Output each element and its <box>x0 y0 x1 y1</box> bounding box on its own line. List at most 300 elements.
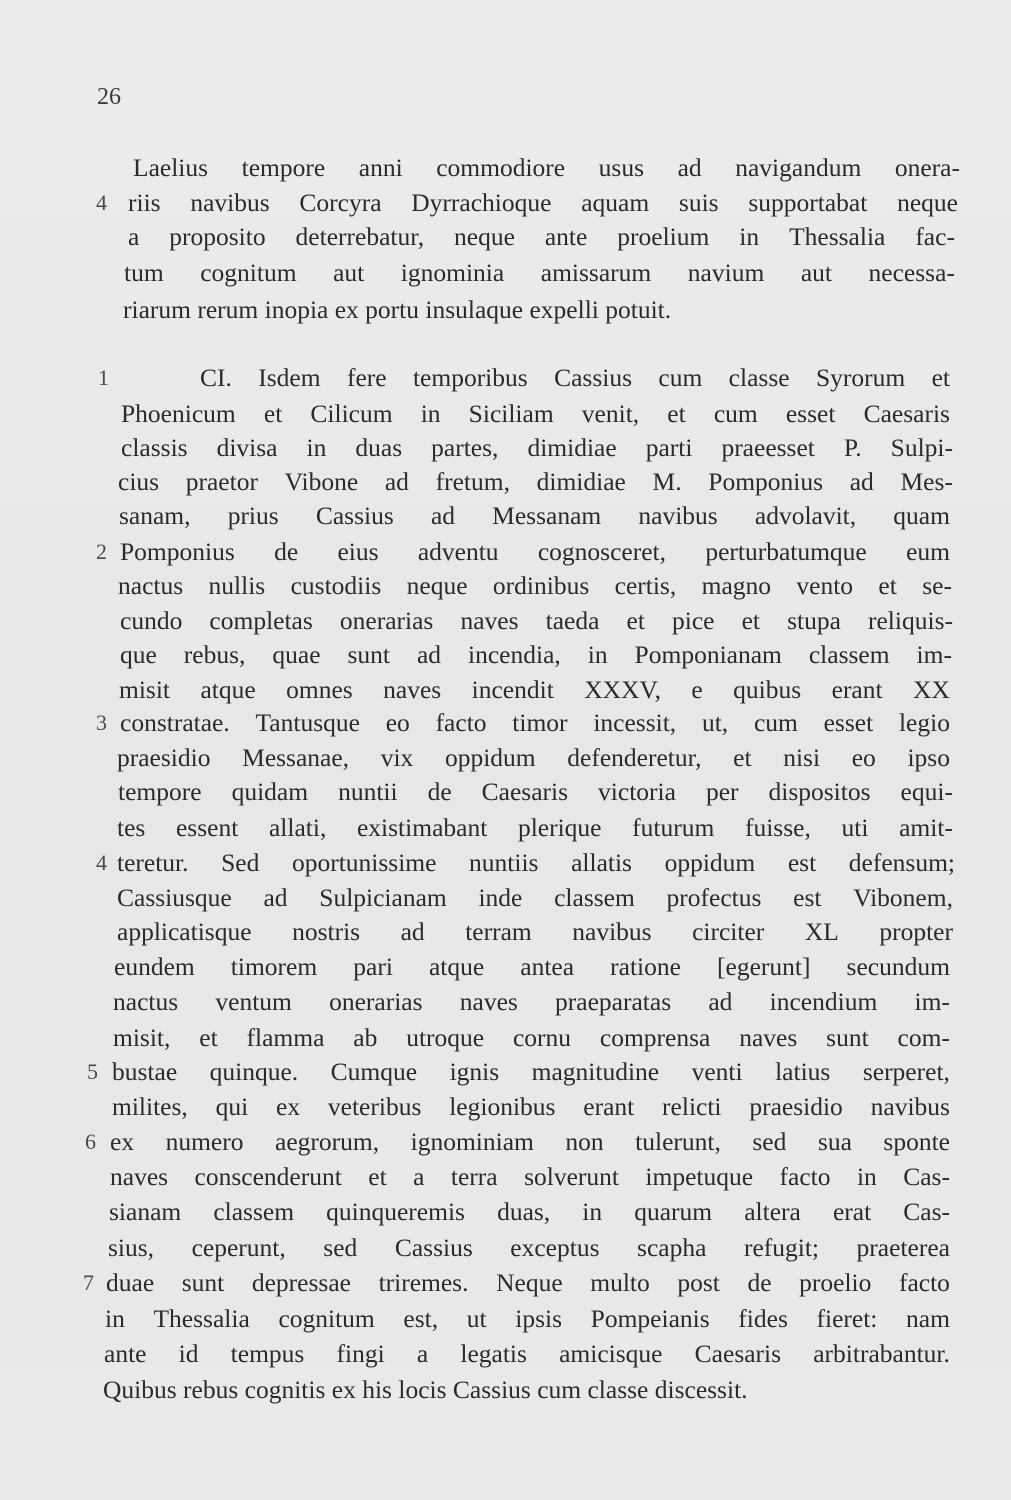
text-line <box>0 568 1011 604</box>
word: aquam <box>581 188 650 217</box>
word: erant <box>583 1092 635 1121</box>
word: cundo <box>120 606 183 635</box>
word: Corcyra <box>299 188 382 217</box>
word: legionibus <box>449 1092 556 1121</box>
word: naves <box>383 675 442 704</box>
word: quibus <box>733 675 802 704</box>
word: Thessalia <box>789 222 886 251</box>
word: ceperunt, <box>191 1233 286 1262</box>
text-line <box>0 810 1011 846</box>
text-line <box>0 672 1011 708</box>
word: fere <box>346 363 387 392</box>
word: Sulpi- <box>890 433 953 462</box>
word: legatis <box>460 1339 527 1368</box>
text-line <box>0 1054 1011 1090</box>
word: Sed <box>221 848 260 877</box>
text-line <box>0 498 1011 534</box>
word: fuisse, <box>744 813 811 842</box>
word: tum <box>124 258 164 287</box>
word: custodiis <box>290 571 382 600</box>
word: nactus <box>118 571 184 600</box>
word: esset <box>823 708 874 737</box>
word: Messanae, <box>242 743 350 772</box>
word: quarum <box>634 1197 713 1226</box>
word: a <box>416 1339 429 1368</box>
word: cognosceret, <box>537 537 667 566</box>
text-line <box>0 845 1011 881</box>
word: nuntiis <box>469 848 539 877</box>
word: tempore <box>118 777 202 806</box>
word: ab <box>353 1023 378 1052</box>
word: terram <box>465 917 532 946</box>
word: praesidio <box>749 1092 843 1121</box>
section-number: 4 <box>96 190 107 215</box>
text-line <box>0 255 1011 291</box>
text-line <box>0 984 1011 1020</box>
word: sius, <box>108 1233 155 1262</box>
word: Messanam <box>492 501 602 530</box>
word: CI. <box>200 363 232 392</box>
word: ipsis <box>515 1304 563 1333</box>
word: Tantusque <box>255 708 360 737</box>
word: nactus <box>113 987 179 1016</box>
word: et <box>263 399 283 428</box>
word: onera- <box>894 153 960 182</box>
word: latius <box>775 1057 831 1086</box>
text-line <box>0 1372 1011 1408</box>
word: dispositos <box>768 777 871 806</box>
word: se- <box>922 571 952 600</box>
word: ad <box>849 467 874 496</box>
word: commodiore <box>436 153 566 182</box>
line-text <box>117 740 950 776</box>
word: in <box>420 399 441 428</box>
word: ad <box>708 987 733 1016</box>
text-line <box>0 1301 1011 1337</box>
word: ratione <box>610 952 681 981</box>
word: solverunt <box>524 1162 619 1191</box>
word: naves <box>110 1162 169 1191</box>
word: onerarias <box>339 606 434 635</box>
word: parti <box>645 433 693 462</box>
word: Dyrrachioque <box>411 188 552 217</box>
line-text <box>106 1265 950 1301</box>
line-text <box>120 637 952 673</box>
word: navigandum <box>735 153 862 182</box>
word: ante <box>104 1339 147 1368</box>
word: stupa <box>787 606 841 635</box>
word: atque <box>428 952 485 981</box>
section-number: 3 <box>96 710 107 735</box>
word: incendium <box>769 987 878 1016</box>
word: naves <box>739 1023 798 1052</box>
line-text <box>128 185 958 221</box>
word: existimabant <box>356 813 488 842</box>
word: ad <box>677 153 702 182</box>
word: fac- <box>915 222 955 251</box>
word: nam <box>906 1304 950 1333</box>
word: Pomponius <box>120 537 235 566</box>
text-line <box>0 1265 1011 1301</box>
word: et <box>878 571 897 600</box>
word: aut <box>800 258 832 287</box>
word: riis <box>128 188 161 217</box>
word: reliquis- <box>868 606 953 635</box>
word: per <box>705 777 739 806</box>
word: sanam, <box>119 501 191 530</box>
word: inde <box>478 883 523 912</box>
word: erat <box>832 1197 872 1226</box>
word: classem <box>213 1197 295 1226</box>
word: est <box>793 883 822 912</box>
page-number: 26 <box>97 84 121 110</box>
word: amit- <box>899 813 953 842</box>
text-line <box>0 534 1011 570</box>
word: sponte <box>883 1127 950 1156</box>
text-line <box>0 464 1011 500</box>
text-line <box>0 1230 1011 1266</box>
word: Thessalia <box>153 1304 250 1333</box>
word: perturbatumque <box>705 537 867 566</box>
line-text <box>120 705 950 741</box>
word: et <box>733 743 752 772</box>
text-line <box>0 150 1011 186</box>
word: XXXV, <box>584 675 661 704</box>
word: veteribus <box>327 1092 422 1121</box>
word: naves <box>460 606 519 635</box>
line-text <box>117 845 955 881</box>
word: terra <box>450 1162 498 1191</box>
word: et <box>741 606 760 635</box>
word: non <box>565 1127 604 1156</box>
word: magnitudine <box>531 1057 660 1086</box>
word: relicti <box>662 1092 722 1121</box>
word: ad <box>263 883 288 912</box>
word: cius <box>118 467 160 496</box>
text-line <box>0 396 1011 432</box>
word: [egerunt] <box>717 952 811 981</box>
line-text <box>118 464 953 500</box>
section-number: 5 <box>87 1059 98 1084</box>
line-text <box>114 949 950 985</box>
word: prius <box>227 501 279 530</box>
word: deterrebatur, <box>295 222 425 251</box>
word: neque <box>454 222 515 251</box>
line-text <box>120 534 950 570</box>
word: equi- <box>900 777 953 806</box>
text-line <box>0 1336 1011 1372</box>
word: bustae <box>112 1057 178 1086</box>
word: duae <box>106 1268 155 1297</box>
word: P. <box>843 433 862 462</box>
word: usus <box>598 153 645 182</box>
word: futurum <box>632 813 715 842</box>
word: Pomponianam <box>634 640 782 669</box>
word: applicatisque <box>117 917 252 946</box>
word: tes <box>117 813 146 842</box>
word: in <box>306 433 327 462</box>
word: fretum, <box>435 467 510 496</box>
word: tempus <box>230 1339 305 1368</box>
word: sed <box>323 1233 358 1262</box>
word: facto <box>779 1162 831 1191</box>
word: taeda <box>545 606 600 635</box>
word: aegrorum, <box>275 1127 380 1156</box>
word: facto <box>435 708 487 737</box>
text-line <box>0 1089 1011 1125</box>
word: uti <box>841 813 869 842</box>
line-text <box>119 498 950 534</box>
word: ignis <box>449 1057 500 1086</box>
word: necessa- <box>868 258 955 287</box>
word: ad <box>384 467 409 496</box>
word: conscenderunt <box>194 1162 342 1191</box>
word: sua <box>817 1127 852 1156</box>
word: numero <box>165 1127 244 1156</box>
word: antea <box>520 952 575 981</box>
word: Cassius <box>315 501 394 530</box>
word: facto <box>898 1268 950 1297</box>
word: supportabat <box>748 188 868 217</box>
word: est <box>787 848 817 877</box>
word: triremes. <box>378 1268 469 1297</box>
line-text <box>113 1020 950 1056</box>
text-line <box>0 1159 1011 1195</box>
line-text <box>120 603 953 639</box>
word: refugit; <box>743 1233 820 1262</box>
text-line <box>0 1124 1011 1160</box>
word: Cilicum <box>310 399 393 428</box>
word: M. <box>652 467 682 496</box>
word: praeterea <box>856 1233 950 1262</box>
word: praeparatas <box>555 987 672 1016</box>
word: praetor <box>185 467 258 496</box>
word: proelio <box>799 1268 872 1297</box>
word: Cassius <box>554 363 633 392</box>
word: eo <box>385 708 410 737</box>
word: esset <box>785 399 836 428</box>
word: teretur. <box>117 848 189 877</box>
word: in <box>856 1162 877 1191</box>
word: Sulpicianam <box>319 883 447 912</box>
word: partes, <box>431 433 499 462</box>
text-line <box>0 949 1011 985</box>
section-number: 1 <box>98 365 109 390</box>
word: sianam <box>109 1197 182 1226</box>
word: Caesaris <box>863 399 950 428</box>
text-line <box>0 774 1011 810</box>
word: post <box>677 1268 720 1297</box>
word: id <box>178 1339 199 1368</box>
word: victoria <box>598 777 676 806</box>
word: qui <box>215 1092 249 1121</box>
word: pari <box>353 952 393 981</box>
word: ut, <box>701 708 729 737</box>
word: pice <box>672 606 715 635</box>
word: que <box>120 640 157 669</box>
word: e <box>691 675 703 704</box>
word: classem <box>808 640 890 669</box>
word: sunt <box>826 1023 869 1052</box>
word: duas <box>355 433 403 462</box>
word: rebus, <box>183 640 246 669</box>
word: timor <box>512 708 568 737</box>
word: timorem <box>230 952 318 981</box>
word: ipso <box>907 743 950 772</box>
text-line <box>0 219 1011 255</box>
word: Laelius <box>133 153 209 182</box>
word: dimidiae <box>527 433 617 462</box>
word: ex <box>276 1092 301 1121</box>
word: in <box>739 222 760 251</box>
word: erant <box>831 675 883 704</box>
word: oppidum <box>444 743 536 772</box>
line-text <box>118 774 953 810</box>
text-line <box>0 1020 1011 1056</box>
section-number: 2 <box>96 539 107 564</box>
word: omnes <box>286 675 353 704</box>
word: navibus <box>572 917 652 946</box>
word: quam <box>893 501 950 530</box>
word: nullis <box>208 571 266 600</box>
word: neque <box>406 571 468 600</box>
word: eo <box>851 743 876 772</box>
word: misit <box>119 675 171 704</box>
line-text <box>112 1089 950 1125</box>
word: Cassius <box>394 1233 473 1262</box>
word: quinqueremis <box>326 1197 465 1226</box>
word: cognitum <box>200 258 297 287</box>
word: propter <box>879 917 953 946</box>
word: magno <box>701 571 772 600</box>
word: cornu <box>512 1023 572 1052</box>
word: oppidum <box>664 848 756 877</box>
word: in <box>587 640 608 669</box>
word: atque <box>200 675 256 704</box>
word: ventum <box>215 987 292 1016</box>
word: classem <box>554 883 635 912</box>
word: Caesaris <box>694 1339 782 1368</box>
word: constratae. <box>120 708 230 737</box>
word: nostris <box>292 917 361 946</box>
word: a <box>128 222 140 251</box>
word: de <box>427 777 452 806</box>
text-line <box>0 292 1011 328</box>
word: cum <box>713 399 758 428</box>
word: ante <box>544 222 588 251</box>
word: navibus <box>190 188 270 217</box>
word: est, <box>403 1304 439 1333</box>
word: im- <box>914 987 950 1016</box>
word: nuntii <box>338 777 398 806</box>
word: adventu <box>417 537 499 566</box>
line-text <box>121 430 953 466</box>
word: praesidio <box>117 743 211 772</box>
word: aut <box>333 258 365 287</box>
word: de <box>274 537 299 566</box>
text-line <box>0 740 1011 776</box>
line-text <box>109 1194 950 1230</box>
word: sunt <box>181 1268 225 1297</box>
word: proelium <box>617 222 710 251</box>
word: fides <box>738 1304 788 1333</box>
word: Phoenicum <box>121 399 236 428</box>
text-line <box>0 360 1011 396</box>
word: venit, <box>581 399 640 428</box>
text-line <box>0 1194 1011 1230</box>
word: secundum <box>846 952 950 981</box>
word: Cumque <box>330 1057 418 1086</box>
word: nisi <box>783 743 821 772</box>
word: in <box>105 1304 125 1333</box>
line-text <box>118 568 952 604</box>
word: ut <box>466 1304 487 1333</box>
word: Siciliam <box>468 399 554 428</box>
word: im- <box>916 640 952 669</box>
word: classe <box>728 363 790 392</box>
word: ordinibus <box>492 571 590 600</box>
word: misit, <box>113 1023 171 1052</box>
word: duas, <box>497 1197 551 1226</box>
word: quinque. <box>209 1057 299 1086</box>
word: neque <box>897 188 958 217</box>
word: proposito <box>169 222 266 251</box>
word: navium <box>687 258 765 287</box>
word: com- <box>897 1023 950 1052</box>
word: praeesset <box>721 433 815 462</box>
word: cum <box>658 363 703 392</box>
word: incessit, <box>593 708 677 737</box>
word: naves <box>459 987 518 1016</box>
word: eundem <box>114 952 195 981</box>
word: a <box>413 1162 425 1191</box>
line-text <box>124 255 955 291</box>
word: ignominiam <box>410 1127 534 1156</box>
word: et <box>667 399 686 428</box>
word: ex <box>110 1127 135 1156</box>
section-number: 4 <box>96 850 107 875</box>
word: anni <box>358 153 403 182</box>
word: Neque <box>496 1268 563 1297</box>
word: vento <box>796 571 854 600</box>
word: impetuque <box>645 1162 754 1191</box>
line-text <box>119 672 950 708</box>
word: arbitrabantur. <box>813 1339 950 1368</box>
line-text <box>105 1301 950 1337</box>
word: plerique <box>517 813 602 842</box>
word: Pomponius <box>708 467 824 496</box>
word: Pompeianis <box>590 1304 710 1333</box>
line-text <box>108 1230 950 1266</box>
word: defensum; <box>848 848 955 877</box>
line-text <box>110 1124 950 1160</box>
word: allati, <box>268 813 327 842</box>
word: completas <box>209 606 313 635</box>
word: et <box>368 1162 387 1191</box>
line-text <box>117 914 953 950</box>
text-line <box>0 880 1011 916</box>
word: multo <box>590 1268 650 1297</box>
word: Caesaris <box>481 777 569 806</box>
word: depressae <box>251 1268 351 1297</box>
word: flamma <box>246 1023 325 1052</box>
word: Vibonem, <box>853 883 953 912</box>
line-text <box>112 1054 950 1090</box>
text-line <box>0 914 1011 950</box>
word: certis, <box>614 571 677 600</box>
word: in <box>582 1197 603 1226</box>
word: essent <box>175 813 239 842</box>
